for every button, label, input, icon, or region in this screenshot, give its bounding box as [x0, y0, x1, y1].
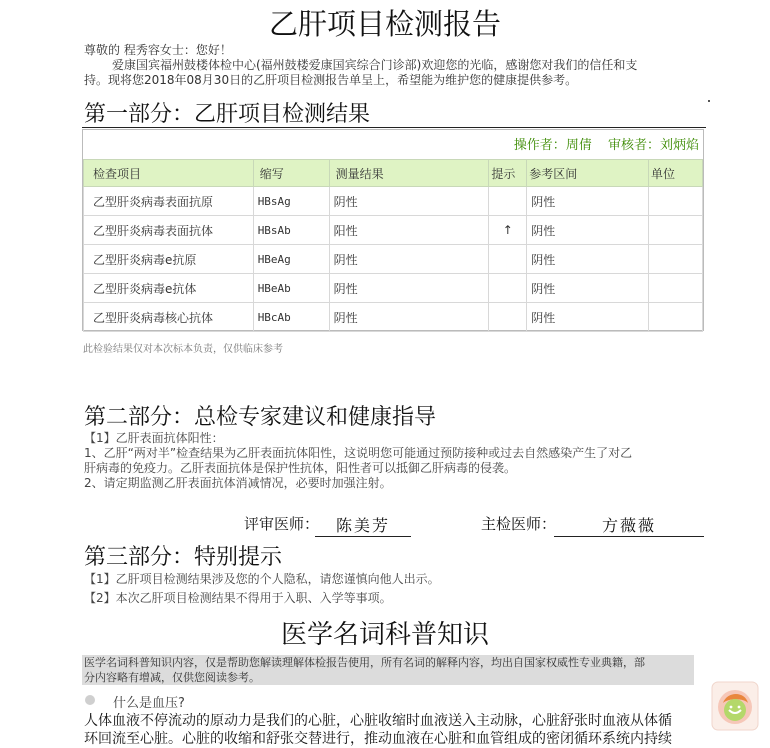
cell-ref: 阴性: [527, 216, 649, 245]
review-doctor-signature: 陈美芳: [315, 513, 411, 537]
cell-unit: [649, 274, 703, 303]
review-doctor-label: 评审医师：: [244, 515, 320, 533]
cell-result: 阴性: [329, 187, 489, 216]
operator-line: [510, 134, 699, 153]
cell-unit: [649, 187, 703, 216]
greeting-line-2: 爱康国宾福州鼓楼体检中心(福州鼓楼爱康国宾综合门诊部)欢迎您的光临，感谢您对我们的信任和支: [112, 58, 638, 72]
greeting-line-1: 尊敬的 程秀容女士：您好！: [84, 43, 232, 57]
cell-ref: 阴性: [527, 245, 649, 274]
result-table: [83, 159, 703, 332]
cell-abbr: HBsAg: [253, 187, 329, 216]
glossary-answer-line-1: 人体血液不停流动的原动力是我们的心脏，心脏收缩时血液送入主动脉，心脏舒张时血液从体循: [84, 713, 672, 729]
cell-ref: 阴性: [527, 303, 649, 332]
reviewer-name: 刘炳焰: [659, 138, 699, 153]
operator-name: 周倩: [565, 138, 592, 153]
advice-point-title: 【1】乙肝表面抗体阳性：: [84, 431, 224, 445]
cell-tip: [489, 245, 527, 274]
glossary-answer-line-2: 环回流至心脏。心脏的收缩和舒张交替进行，推动血液在心脏和血管组成的密闭循环系统内持续: [84, 731, 672, 747]
notice-1: 【1】乙肝项目检测结果涉及您的个人隐私，请您谨慎向他人出示。: [84, 572, 440, 586]
table-row: [84, 274, 703, 303]
cell-result: 阴性: [329, 245, 489, 274]
header-result: 测量结果: [329, 160, 489, 187]
result-disclaimer: 此检验结果仅对本次标本负责，仅供临床参考: [83, 344, 283, 355]
cell-abbr: HBcAb: [253, 303, 329, 332]
table-row: [84, 187, 703, 216]
header-unit: 单位: [649, 160, 703, 187]
cell-item: 乙型肝炎病毒表面抗体: [84, 216, 254, 245]
table-header-row: [84, 160, 703, 187]
advice-line-1: 1、乙肝“两对半”检查结果为乙肝表面抗体阳性，这说明您可能通过预防接种或过去自然感染产生了对乙: [84, 446, 633, 460]
cell-tip: [489, 274, 527, 303]
header-ref: 参考区间: [527, 160, 649, 187]
decorative-dot: [708, 100, 710, 102]
header-item: 检查项目: [84, 160, 254, 187]
cell-unit: [649, 245, 703, 274]
cell-tip-arrow-up-icon: ↑: [489, 216, 527, 245]
cell-result: 阴性: [329, 274, 489, 303]
cell-abbr: HBsAb: [253, 216, 329, 245]
greeting-line-3: 持。现将您2018年08月30日的乙肝项目检测报告单呈上，希望能为维护您的健康提供参考。: [84, 73, 578, 87]
cell-tip: [489, 187, 527, 216]
cell-item: 乙型肝炎病毒核心抗体: [84, 303, 254, 332]
header-tip: 提示: [489, 160, 527, 187]
cell-abbr: HBeAg: [253, 245, 329, 274]
operator-label: 操作者：: [513, 138, 566, 153]
cell-item: 乙型肝炎病毒e抗原: [84, 245, 254, 274]
cell-result: 阴性: [329, 303, 489, 332]
cell-unit: [649, 216, 703, 245]
part2-heading: 第二部分：总检专家建议和健康指导: [84, 405, 437, 430]
glossary-title: 医学名词科普知识: [280, 620, 489, 650]
table-row: [84, 216, 703, 245]
advice-line-3: 2、请定期监测乙肝表面抗体消减情况，必要时加强注射。: [84, 476, 392, 490]
table-row: [84, 303, 703, 332]
header-abbr: 缩写: [253, 160, 329, 187]
result-panel: [82, 129, 704, 331]
cell-result: 阳性: [329, 216, 489, 245]
cell-item: 乙型肝炎病毒e抗体: [84, 274, 254, 303]
reviewer-label: 审核者：: [607, 138, 660, 153]
report-title: 乙肝项目检测报告: [268, 7, 501, 41]
part1-rule: [82, 127, 706, 128]
part3-heading: 第三部分：特别提示: [84, 545, 283, 570]
part1-heading: 第一部分：乙肝项目检测结果: [84, 102, 371, 127]
glossary-intro: [82, 655, 694, 685]
cell-unit: [649, 303, 703, 332]
cell-ref: 阴性: [527, 187, 649, 216]
cell-ref: 阴性: [527, 274, 649, 303]
table-row: [84, 245, 703, 274]
bullet-dot-icon: [85, 695, 95, 705]
notice-2: 【2】本次乙肝项目检测结果不得用于入职、入学等事项。: [84, 591, 392, 605]
cell-tip: [489, 303, 527, 332]
advice-line-2: 肝病毒的免疫力。乙肝表面抗体是保护性抗体，阳性者可以抵御乙肝病毒的侵袭。: [84, 461, 517, 475]
chief-doctor-signature: 方薇薇: [554, 513, 704, 537]
cell-item: 乙型肝炎病毒表面抗原: [84, 187, 254, 216]
glossary-question: 什么是血压?: [113, 696, 185, 711]
glossary-intro-line-1: 医学名词科普知识内容，仅是帮助您解读理解体检报告使用，所有名词的解释内容，均出自国家权威性专业典籍，部: [84, 656, 645, 669]
cell-abbr: HBeAb: [253, 274, 329, 303]
chief-doctor-label: 主检医师：: [481, 515, 557, 533]
glossary-intro-line-2: 分内容略有增减，仅供您阅读参考。: [84, 671, 260, 684]
health-logo-icon: [711, 681, 759, 731]
